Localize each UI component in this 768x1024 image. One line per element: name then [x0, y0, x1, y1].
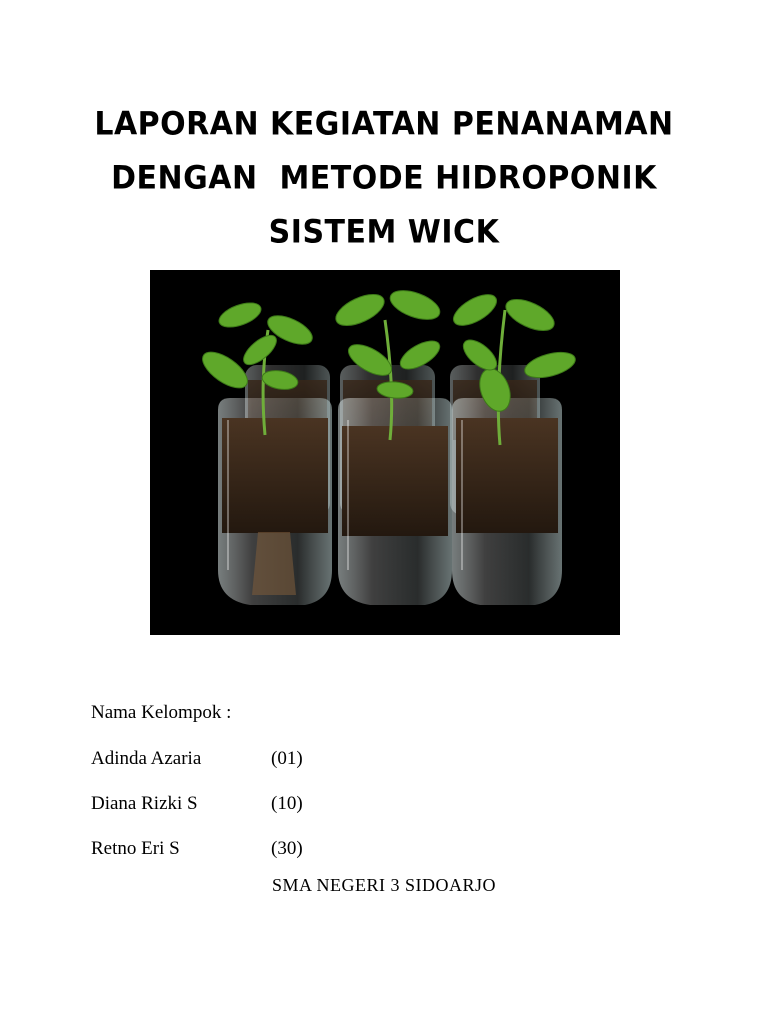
report-title — [0, 98, 768, 260]
member-number: (30) — [271, 838, 303, 859]
school-name: SMA NEGERI 3 SIDOARJO — [271, 875, 497, 895]
group-members — [91, 700, 591, 881]
title-line-2: DENGAN METODE HIDROPONIK — [111, 159, 657, 198]
member-number: (01) — [271, 748, 303, 769]
title-line-3: SISTEM WICK — [268, 213, 500, 252]
member-name: Retno Eri S — [91, 838, 180, 859]
plants-in-bottles-illustration — [150, 270, 620, 635]
member-name: Diana Rizki S — [91, 793, 198, 814]
member-number: (10) — [271, 793, 303, 814]
member-row — [91, 746, 591, 791]
title-line-1: LAPORAN KEGIATAN PENANAMAN — [94, 105, 674, 144]
member-name: Adinda Azaria — [91, 748, 202, 769]
group-label: Nama Kelompok : — [91, 702, 232, 723]
hydroponic-plants-photo — [150, 270, 620, 635]
member-row — [91, 791, 591, 836]
